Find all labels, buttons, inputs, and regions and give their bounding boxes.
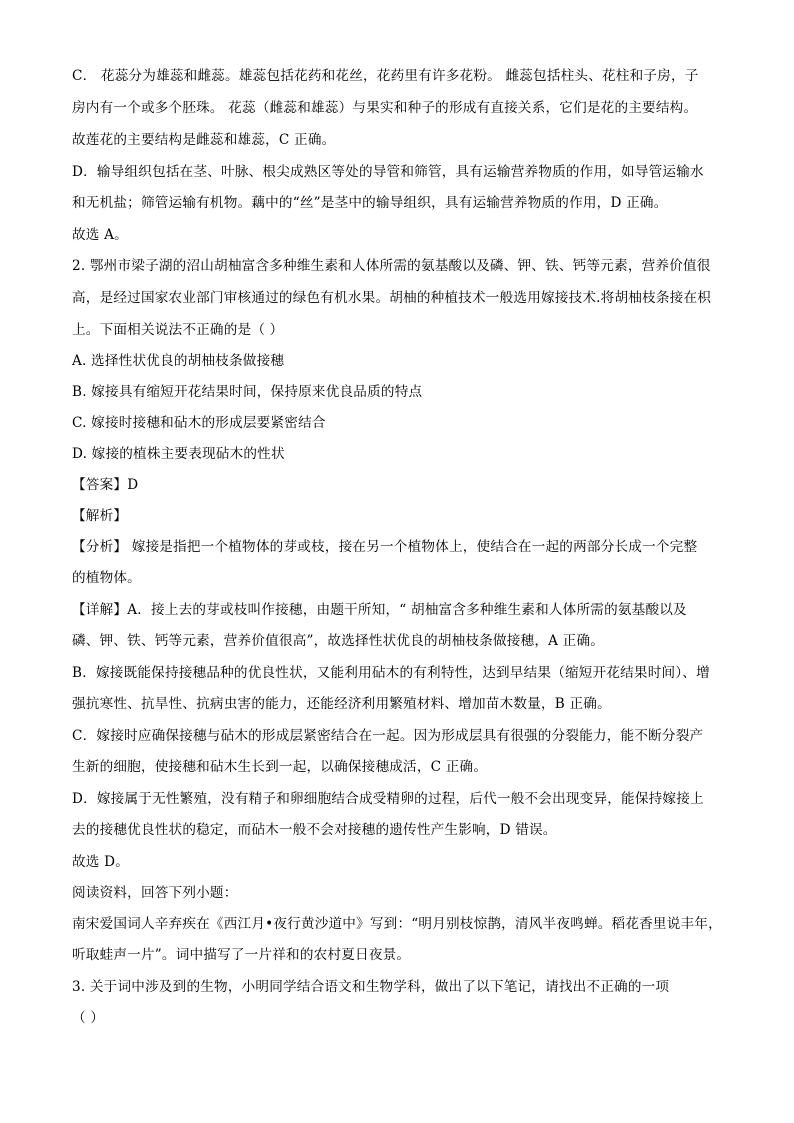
reading-poem-line1: 南宋爱国词人辛弃疾在《西江月•夜行黄沙道中》写到：“明月别枝惊鹊，清风半夜鸣蝉。稻花香里说丰年， [72, 916, 722, 932]
q2-option-c: C. 嫁接时接穗和砧木的形成层要紧密结合 [72, 415, 326, 431]
q2-xiangjie-d-line2: 去的接穗优良性状的稳定，而砧木一般不会对接穗的遗传性产生影响，D 错误。 [72, 822, 557, 838]
q2-xiangjie-d-line1: D．嫁接属于无性繁殖，没有精子和卵细胞结合成受精卵的过程，后代一般不会出现变异，能保持嫁接上 [72, 791, 704, 807]
reading-intro: 阅读资料，回答下列小题： [72, 885, 238, 901]
q2-xiangjie-a-line2: 磷、钾、铁、钙等元素，营养价值很高”，故选择性状优良的胡柚枝条做接穗，A 正确。 [72, 633, 605, 649]
q2-answer [72, 475, 722, 495]
fenxi-text-line1: 嫁接是指把一个植物体的芽或枝，接在另一个植物体上，使结合在一起的两部分长成一个完整 [127, 539, 698, 555]
q2-analysis-tag: 【解析】 [72, 508, 128, 524]
q1-option-c-explanation-line2: 房内有一个或多个胚珠。 花蕊（雌蕊和雄蕊）与果实和种子的形成有直接关系，它们是花的主要结构。 [72, 100, 698, 116]
q3-stem-line1: 3. 关于词中涉及到的生物，小明同学结合语文和生物学科，做出了以下笔记，请找出不正确的一项 [72, 979, 670, 995]
q2-stem-line3: 上。下面相关说法不正确的是（ ） [72, 322, 284, 338]
fenxi-tag: 【分析】 [72, 539, 128, 555]
q2-option-d: D. 嫁接的植株主要表现砧木的性状 [72, 446, 285, 462]
q2-option-a: A. 选择性状优良的胡柚枝条做接穗 [72, 353, 285, 369]
q2-fenxi-line2: 的植物体。 [72, 570, 141, 586]
xiangjie-a-text-line1: A．接上去的芽或枝叫作接穗，由题干所知，“ 胡柚富含多种维生素和人体所需的氨基酸以及 [127, 602, 687, 618]
q2-stem-line1: 2. 鄂州市梁子湖的沼山胡柚富含多种维生素和人体所需的氨基酸以及磷、钾、铁、钙等元素，营养价值很 [72, 258, 711, 274]
q2-xiangjie-b-line1: B．嫁接既能保持接穗品种的优良性状，又能利用砧木的有利特性，达到早结果（缩短开花结果时间）、增 [72, 665, 710, 681]
answer-value: D [127, 477, 139, 493]
q2-xiangjie-a-line1 [72, 600, 722, 620]
reading-poem-line2: 听取蛙声一片”。词中描写了一片祥和的农村夏日夜景。 [72, 947, 411, 963]
q1-option-d-explanation-line2: 和无机盐；筛管运输有机物。藕中的“丝”是茎中的输导组织，具有运输营养物质的作用，D 正确。 [72, 195, 668, 211]
xiangjie-tag: 【详解】 [72, 602, 128, 618]
q3-stem-line2: （ ） [72, 1010, 105, 1026]
answer-tag: 【答案】 [72, 477, 128, 493]
q2-xiangjie-c-line1: C．嫁接时应确保接穗与砧木的形成层紧密结合在一起。因为形成层具有很强的分裂能力，能不断分裂产 [72, 728, 704, 744]
q1-option-d-explanation-line1: D．输导组织包括在茎、叶脉、根尖成熟区等处的导管和筛管，具有运输营养物质的作用，如导管运输水 [72, 164, 704, 180]
q1-option-c-explanation-line1: C． 花蕊分为雄蕊和雌蕊。雄蕊包括花药和花丝，花药里有许多花粉。 雌蕊包括柱头、花柱和子房，子 [72, 68, 699, 84]
q2-stem-line2: 高，是经过国家农业部门审核通过的绿色有机水果。胡柚的种植技术一般选用嫁接技术.将胡柚枝条接在枳 [72, 290, 712, 306]
q1-conclusion: 故选 A。 [72, 227, 128, 243]
q2-conclusion: 故选 D。 [72, 854, 130, 870]
q2-xiangjie-c-line2: 生新的细胞，使接穗和砧木生长到一起，以确保接穗成活，C 正确。 [72, 759, 488, 775]
q2-fenxi-line1 [72, 537, 722, 557]
q1-option-c-explanation-line3: 故莲花的主要结构是雌蕊和雄蕊，C 正确。 [72, 132, 336, 148]
q2-option-b: B. 嫁接具有缩短开花结果时间，保持原来优良品质的特点 [72, 384, 423, 400]
q2-xiangjie-b-line2: 强抗寒性、抗旱性、抗病虫害的能力，还能经济利用繁殖材料、增加苗木数量，B 正确。 [72, 696, 611, 712]
